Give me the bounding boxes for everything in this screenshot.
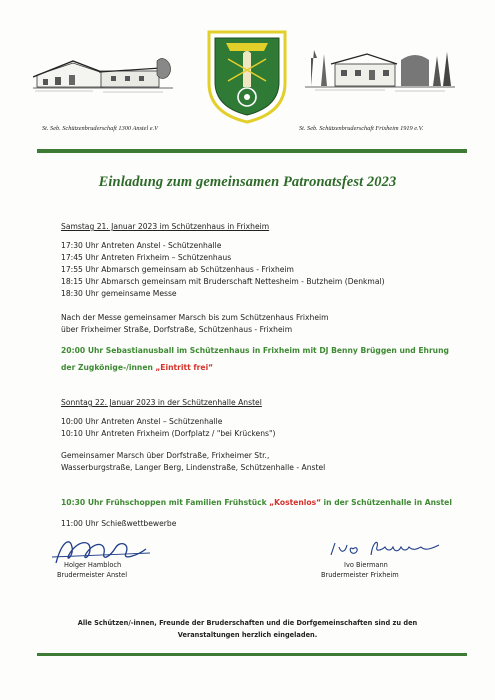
top-divider bbox=[37, 149, 467, 153]
brunch-text: 10:30 Uhr Frühschoppen mit Familien Frühstück bbox=[61, 498, 267, 507]
right-signer-name: Ivo Biermann bbox=[344, 561, 388, 569]
saturday-march-text: über Frixheimer Straße, Dorfstraße, Schützenhaus - Frixheim bbox=[61, 325, 293, 334]
brunch-location-text: in der Schützenhalle in Anstel bbox=[323, 498, 452, 507]
left-club-caption: St. Seb. Schützenbruderschaft 1300 Anstel e.V bbox=[42, 125, 159, 132]
saturday-schedule-item: 17:55 Uhr Abmarsch gemeinsam ab Schützenhaus - Frixheim bbox=[61, 265, 294, 274]
free-entry-badge: „Eintritt frei“ bbox=[155, 363, 214, 372]
left-signer-name: Holger Hambloch bbox=[64, 561, 122, 569]
saturday-schedule-item: 17:30 Uhr Antreten Anstel - Schützenhalle bbox=[61, 241, 222, 250]
ball-honoree-text: der Zugkönige-/innen bbox=[61, 363, 153, 372]
sunday-march-text: Wasserburgstraße, Langer Berg, Lindenstraße, Schützenhalle - Anstel bbox=[61, 463, 326, 472]
brunch-announcement bbox=[61, 498, 452, 508]
left-signer-role: Brudermeister Anstel bbox=[57, 571, 128, 579]
closing-invitation-line: Alle Schützen/-innen, Freunde der Bruderschaften und die Dorfgemeinschaften sind zu den bbox=[77, 619, 418, 627]
saturday-schedule-item: 17:45 Uhr Antreten Frixheim – Schützenhaus bbox=[61, 253, 232, 262]
shooting-competition: 11:00 Uhr Schießwettbewerbe bbox=[61, 519, 177, 528]
bottom-divider bbox=[37, 653, 467, 656]
right-signature-icon bbox=[327, 537, 447, 561]
saturday-march-text: Nach der Messe gemeinsamer Marsch bis zum Schützenhaus Frixheim bbox=[61, 313, 329, 322]
closing-invitation-line: Veranstaltungen herzlich eingeladen. bbox=[177, 631, 318, 639]
right-club-caption: St. Seb. Schützenbruderschaft Frixheim 1919 e.V. bbox=[299, 125, 424, 132]
invitation-title: Einladung zum gemeinsamen Patronatsfest 2023 bbox=[98, 174, 397, 190]
sunday-march-text: Gemeinsamer Marsch über Dorfstraße, Frixheimer Str., bbox=[61, 451, 270, 460]
anstel-hall-sketch bbox=[33, 55, 173, 95]
sunday-schedule-item: 10:10 Uhr Antreten Frixheim (Dorfplatz / "bei Krückens") bbox=[61, 429, 276, 438]
frixheim-house-sketch bbox=[305, 50, 455, 94]
saturday-schedule-item: 18:15 Uhr Abmarsch gemeinsam mit Bruderschaft Nettesheim - Butzheim (Denkmal) bbox=[61, 277, 385, 286]
right-signer-role: Brudermeister Frixheim bbox=[321, 571, 399, 579]
sunday-heading: Sonntag 22. Januar 2023 in der Schützenhalle Anstel bbox=[61, 398, 262, 407]
free-of-charge-badge: „Kostenlos“ bbox=[269, 498, 322, 507]
sunday-schedule-item: 10:00 Uhr Antreten Anstel – Schützenhalle bbox=[61, 417, 223, 426]
ball-announcement: 20:00 Uhr Sebastianusball im Schützenhaus in Frixheim mit DJ Benny Brüggen und Ehrung bbox=[61, 346, 449, 355]
saturday-heading: Samstag 21. Januar 2023 im Schützenhaus in Frixheim bbox=[61, 222, 270, 231]
ball-announcement-continued bbox=[61, 363, 213, 373]
saturday-schedule-item: 18:30 Uhr gemeinsame Messe bbox=[61, 289, 177, 298]
crest-icon bbox=[206, 29, 288, 125]
